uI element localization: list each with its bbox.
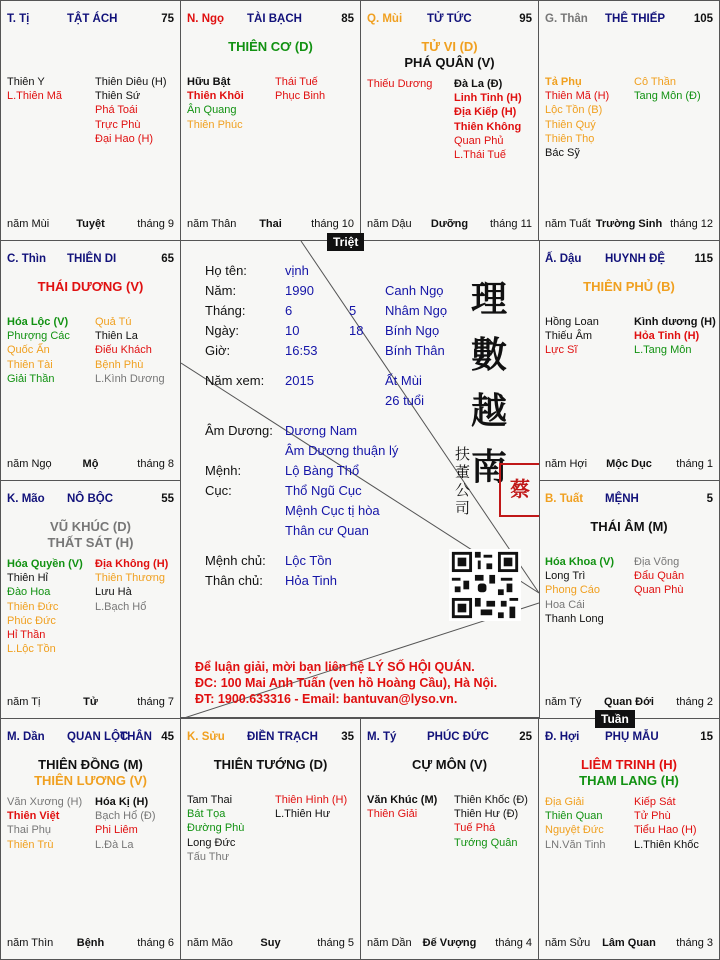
minor-star: L.Đà La xyxy=(95,838,134,851)
thanchu-value: Hỏa Tinh xyxy=(285,573,338,588)
palace-age-number: 85 xyxy=(341,13,354,25)
main-stars xyxy=(539,757,719,789)
palace-name: PHỤ MẪU xyxy=(605,731,659,743)
minor-star: Quan Phù xyxy=(634,584,684,597)
minor-stars-left xyxy=(545,315,599,358)
palace-header xyxy=(7,13,174,29)
minor-star: Hóa Quyền (V) xyxy=(7,558,83,570)
minor-star: Bạch Hổ (Đ) xyxy=(95,810,156,823)
minor-star: Tả Phụ xyxy=(545,76,582,88)
day-canchi: Bính Ngọ xyxy=(385,323,440,338)
main-star: TỬ VI (D) xyxy=(421,39,478,54)
amduong-note: Âm Dương thuận lý xyxy=(285,443,399,458)
main-star: PHÁ QUÂN (V) xyxy=(404,55,495,70)
minor-star: Hóa Kị (H) xyxy=(95,796,149,808)
month-canchi: Nhâm Ngọ xyxy=(385,303,448,318)
main-star: THIÊN LƯƠNG (V) xyxy=(34,773,147,788)
minor-star: Hóa Khoa (V) xyxy=(545,556,615,568)
minor-star: Thanh Long xyxy=(545,612,604,625)
minor-star: Thiên Giải xyxy=(367,808,418,821)
palace-header xyxy=(187,731,354,747)
palace-stage: Mộc Dục xyxy=(606,458,652,470)
palace-stage: Mộ xyxy=(82,458,99,470)
menh-label: Mệnh: xyxy=(205,463,242,478)
main-stars xyxy=(539,279,719,295)
minor-star: Phượng Các xyxy=(7,330,70,343)
palace-mui xyxy=(360,0,539,241)
minor-stars-right xyxy=(95,795,156,852)
palace-footer xyxy=(187,218,354,232)
minor-stars-left xyxy=(545,75,609,160)
palace-branch: Ấ. Dậu xyxy=(545,253,582,265)
palace-header xyxy=(545,493,713,509)
minor-star: L.Thiên Mã xyxy=(7,90,63,103)
main-star: THIÊN CƠ (D) xyxy=(228,39,313,54)
minor-star: Địa Võng xyxy=(634,556,680,568)
palace-branch: M. Dần xyxy=(7,731,45,743)
minor-star: Lộc Tồn (B) xyxy=(545,104,603,117)
palace-month: tháng 8 xyxy=(137,458,174,470)
palace-footer xyxy=(545,937,713,951)
palace-year: năm Thìn xyxy=(7,937,54,949)
palace-age-number: 95 xyxy=(519,13,532,25)
main-star: THIÊN ĐỒNG (M) xyxy=(38,757,143,772)
minor-stars-left xyxy=(545,555,614,626)
minor-star: Thiên Tài xyxy=(7,358,53,371)
palace-stage: Lâm Quan xyxy=(602,937,656,949)
minor-star: Điếu Khách xyxy=(95,344,152,357)
month-label: Tháng: xyxy=(205,303,246,318)
minor-stars-right xyxy=(275,793,347,821)
minor-star: Kình dương (H) xyxy=(634,316,716,328)
palace-footer xyxy=(7,937,174,951)
palace-stage: Bệnh xyxy=(76,937,105,949)
palace-stage: Trường Sinh xyxy=(595,218,663,230)
palace-age-number: 25 xyxy=(519,731,532,743)
cuc-note1: Mệnh Cục tị hòa xyxy=(285,503,380,518)
day-label: Ngày: xyxy=(205,323,239,338)
palace-footer xyxy=(7,218,174,232)
minor-star: Phi Liêm xyxy=(95,824,138,837)
minor-star: Thiên Hư (Đ) xyxy=(454,808,519,821)
palace-ngo xyxy=(180,0,361,241)
minor-star: Bệnh Phù xyxy=(95,358,144,371)
minor-star: L.Thiên Khốc xyxy=(634,838,699,851)
palace-month: tháng 4 xyxy=(495,937,532,949)
cuc-note2: Thân cư Quan xyxy=(285,523,369,538)
amduong-value: Dương Nam xyxy=(285,423,358,438)
palace-name: THIÊN DI xyxy=(67,253,117,265)
palace-month: tháng 12 xyxy=(670,218,713,230)
palace-footer xyxy=(545,458,713,472)
minor-stars-left xyxy=(367,793,437,821)
minor-star: Thiên Không xyxy=(454,120,522,133)
red-seal-stamp: 蔡 xyxy=(499,463,540,517)
contact-block xyxy=(195,659,497,707)
minor-star: Đà La (Đ) xyxy=(454,78,503,90)
minor-star: Tam Thai xyxy=(187,794,233,806)
year-canchi: Canh Ngọ xyxy=(385,283,444,298)
palace-hoi xyxy=(538,718,720,960)
palace-month: tháng 3 xyxy=(676,937,713,949)
main-star: LIÊM TRINH (H) xyxy=(580,757,678,772)
minor-star: Thiên Trù xyxy=(7,838,54,851)
minor-star: Hồng Loan xyxy=(545,316,599,328)
main-stars xyxy=(181,39,360,55)
minor-star: Tang Môn (Đ) xyxy=(634,90,701,103)
minor-stars-right xyxy=(95,75,167,146)
main-stars xyxy=(1,757,180,789)
minor-star: Cô Thần xyxy=(634,76,676,88)
minor-star: Văn Khúc (M) xyxy=(367,794,438,806)
palace-header xyxy=(7,493,174,509)
palace-stage: Suy xyxy=(260,937,281,949)
minor-star: Ân Quang xyxy=(187,104,237,117)
minor-star: Nguyệt Đức xyxy=(545,824,604,837)
minor-stars-right xyxy=(634,795,699,852)
palace-branch: C. Thìn xyxy=(7,253,46,265)
minor-star: Đẩu Quân xyxy=(634,570,685,583)
palace-year: năm Tị xyxy=(7,696,41,708)
palace-name: TẬT ÁCH xyxy=(67,13,118,25)
minor-star: L.Tang Môn xyxy=(634,344,692,357)
minor-star: Giải Thần xyxy=(7,372,55,385)
amduong-label: Âm Dương: xyxy=(205,423,273,438)
palace-year: năm Mùi xyxy=(7,218,50,230)
palace-age-number: 65 xyxy=(161,253,174,265)
minor-stars-right xyxy=(634,315,716,358)
minor-star: Thiên Y xyxy=(7,76,45,88)
minor-star: Hữu Bật xyxy=(187,76,231,88)
palace-year: năm Ngọ xyxy=(7,458,52,470)
palace-year: năm Hợi xyxy=(545,458,588,470)
minor-stars-right xyxy=(95,315,165,386)
palace-month: tháng 11 xyxy=(489,218,532,230)
palace-month: tháng 9 xyxy=(137,218,174,230)
minor-star: Thiên Thương xyxy=(95,572,166,585)
palace-name: QUAN LỘC xyxy=(67,731,129,743)
minor-star: Thiên Sứ xyxy=(95,90,141,103)
palace-stage: Quan Đới xyxy=(604,696,654,708)
palace-month: tháng 1 xyxy=(676,458,713,470)
palace-age-number: 5 xyxy=(706,493,713,505)
palace-footer xyxy=(367,218,532,232)
palace-year: năm Tuất xyxy=(545,218,591,230)
minor-star: Lưu Hà xyxy=(95,586,132,599)
minor-star: Địa Kiếp (H) xyxy=(454,106,517,119)
palace-name: MỆNH xyxy=(605,493,639,505)
palace-age-number: 15 xyxy=(700,731,713,743)
minor-star: Bác Sỹ xyxy=(545,147,580,160)
menhchu-value: Lộc Tồn xyxy=(285,553,332,568)
palace-header xyxy=(187,13,354,29)
minor-star: Thiên Hình (H) xyxy=(275,794,348,806)
palace-suu xyxy=(180,718,361,960)
palace-branch: K. Sửu xyxy=(187,731,225,743)
calligraphy-char-4: 南 xyxy=(471,446,508,488)
main-star: THAM LANG (H) xyxy=(579,773,679,788)
palace-header xyxy=(545,13,713,29)
palace-year: năm Mão xyxy=(187,937,233,949)
hour-canchi: Bính Thân xyxy=(385,343,445,358)
palace-dan xyxy=(0,718,181,960)
tuan-tag: Tuần xyxy=(595,710,635,728)
triet-tag: Triệt xyxy=(327,233,364,251)
day-value: 10 xyxy=(285,323,300,338)
menhchu-label: Mệnh chủ: xyxy=(205,553,266,568)
name-value: vịnh xyxy=(285,263,309,278)
minor-star: Quốc Ấn xyxy=(7,344,50,357)
minor-star: Đại Hao (H) xyxy=(95,132,154,145)
minor-star: Phong Cáo xyxy=(545,584,601,597)
palace-footer xyxy=(187,937,354,951)
minor-star: Thiên Việt xyxy=(7,810,60,823)
palace-name: PHÚC ĐỨC xyxy=(427,731,489,743)
name-label: Họ tên: xyxy=(205,263,247,278)
palace-month: tháng 10 xyxy=(311,218,354,230)
main-stars xyxy=(361,39,538,71)
minor-star: Địa Không (H) xyxy=(95,558,169,570)
minor-stars-left xyxy=(7,557,83,656)
cuc-value: Thổ Ngũ Cục xyxy=(285,483,362,498)
palace-year: năm Thân xyxy=(187,218,237,230)
palace-age-number: 105 xyxy=(693,13,713,25)
palace-branch: Đ. Hợi xyxy=(545,731,580,743)
palace-month: tháng 5 xyxy=(317,937,354,949)
palace-than xyxy=(538,0,720,241)
palace-ti xyxy=(0,0,181,241)
palace-stage: Thai xyxy=(259,218,282,230)
contact-line-2: ĐC: 100 Mai Anh Tuấn (ven hồ Hoàng Cầu), Hà Nội. xyxy=(195,676,498,690)
minor-star: Quan Phủ xyxy=(454,134,504,147)
main-stars xyxy=(1,279,180,295)
palace-stage: Dưỡng xyxy=(430,218,469,230)
view-year-canchi: Ất Mùi xyxy=(385,373,422,388)
view-year-value: 2015 xyxy=(285,373,314,388)
minor-star: Thiên La xyxy=(95,330,138,343)
minor-stars-left xyxy=(187,75,244,132)
palace-branch: N. Ngọ xyxy=(187,13,225,25)
palace-footer xyxy=(7,696,174,710)
palace-stage: Tuyệt xyxy=(76,218,105,230)
minor-star: Văn Xương (H) xyxy=(7,796,83,808)
year-label: Năm: xyxy=(205,283,237,298)
minor-stars-left xyxy=(7,315,70,386)
minor-star: L.Kình Dương xyxy=(95,372,165,385)
palace-branch: B. Tuất xyxy=(545,493,584,505)
main-star: VŨ KHÚC (D) xyxy=(50,519,131,534)
palace-footer xyxy=(367,937,532,951)
minor-stars-right xyxy=(454,77,522,162)
minor-star: Bát Tọa xyxy=(187,808,226,821)
main-stars xyxy=(181,757,360,773)
palace-header xyxy=(7,253,174,269)
palace-than-marker: THÂN xyxy=(120,731,152,743)
palace-header xyxy=(545,253,713,269)
minor-star: Tấu Thư xyxy=(187,850,230,863)
palace-branch: Q. Mùi xyxy=(367,13,403,25)
palace-age-number: 55 xyxy=(161,493,174,505)
palace-header xyxy=(367,731,532,747)
calligraphy-subtext: 扶董公司 xyxy=(455,445,471,517)
minor-star: Quả Tú xyxy=(95,316,132,328)
cuc-label: Cục: xyxy=(205,483,232,498)
palace-year: năm Tý xyxy=(545,696,582,708)
year-value: 1990 xyxy=(285,283,314,298)
palace-month: tháng 7 xyxy=(137,696,174,708)
minor-star: Trực Phù xyxy=(95,118,141,131)
main-star: THÁI DƯƠNG (V) xyxy=(37,279,144,294)
view-year-label: Năm xem: xyxy=(205,373,265,388)
palace-year: năm Sửu xyxy=(545,937,591,949)
palace-year: năm Dần xyxy=(367,937,412,949)
minor-star: Thiên Thọ xyxy=(545,132,595,145)
main-stars xyxy=(361,757,538,773)
main-stars xyxy=(1,519,180,551)
minor-star: Phúc Đức xyxy=(7,614,56,627)
calligraphy-char-1: 理 xyxy=(471,278,508,320)
minor-stars-right xyxy=(95,557,168,614)
palace-footer xyxy=(545,696,713,710)
palace-month: tháng 6 xyxy=(137,937,174,949)
minor-star: Long Đức xyxy=(187,836,236,849)
menh-value: Lộ Bàng Thổ xyxy=(285,463,360,478)
palace-name: ĐIỀN TRẠCH xyxy=(247,731,318,743)
minor-star: Linh Tinh (H) xyxy=(454,92,522,105)
minor-star: Thiên Mã (H) xyxy=(545,90,610,103)
palace-header xyxy=(367,13,532,29)
palace-dau xyxy=(538,240,720,481)
palace-age-number: 115 xyxy=(694,253,713,265)
main-stars xyxy=(539,519,719,535)
minor-stars-left xyxy=(545,795,606,852)
minor-star: L.Thái Tuế xyxy=(454,149,506,162)
minor-star: Kiếp Sát xyxy=(634,796,676,808)
palace-header xyxy=(545,731,713,747)
minor-stars-right xyxy=(634,555,684,598)
minor-star: Tướng Quân xyxy=(454,836,518,849)
palace-thin xyxy=(0,240,181,481)
minor-star: Lực Sĩ xyxy=(545,344,578,357)
minor-stars-right xyxy=(454,793,528,850)
minor-star: Hóa Lộc (V) xyxy=(7,316,69,328)
palace-age-number: 75 xyxy=(161,13,174,25)
minor-star: Phục Binh xyxy=(275,90,326,103)
minor-star: Thiên Hỉ xyxy=(7,572,48,585)
minor-star: L.Bạch Hổ xyxy=(95,600,147,613)
minor-star: Hỏa Tinh (H) xyxy=(634,330,700,343)
minor-star: Tiểu Hao (H) xyxy=(634,824,697,837)
minor-star: Thiên Khốc (Đ) xyxy=(454,794,528,806)
palace-mao xyxy=(0,480,181,719)
minor-star: Thiếu Dương xyxy=(367,78,433,90)
minor-stars-left xyxy=(367,77,432,91)
minor-stars-left xyxy=(7,795,82,852)
palace-footer xyxy=(545,218,713,232)
minor-stars-left xyxy=(187,793,244,864)
palace-tuat xyxy=(538,480,720,719)
minor-star: Đường Phù xyxy=(187,822,245,835)
main-star: CỰ MÔN (V) xyxy=(411,757,488,772)
palace-month: tháng 2 xyxy=(676,696,713,708)
minor-star: Thiên Phúc xyxy=(187,118,243,131)
palace-name: TỬ TỨC xyxy=(427,13,472,25)
minor-star: Địa Giải xyxy=(545,796,585,808)
minor-star: Long Trì xyxy=(545,570,586,583)
palace-header xyxy=(7,731,174,747)
minor-star: Hoa Cái xyxy=(545,598,585,611)
main-star: THÁI ÂM (M) xyxy=(590,519,668,534)
palace-branch: G. Thân xyxy=(545,13,588,25)
day-lunar: 18 xyxy=(349,323,364,338)
month-value: 6 xyxy=(285,303,293,318)
qr-code-icon xyxy=(449,549,521,621)
palace-footer xyxy=(7,458,174,472)
palace-stage: Tử xyxy=(83,696,98,708)
contact-line-1: Để luận giải, mời bạn liên hệ LÝ SỐ HỘI QUÁN. xyxy=(195,660,475,674)
main-star: THIÊN PHỦ (B) xyxy=(583,279,675,294)
palace-name: HUYNH ĐỆ xyxy=(605,253,666,265)
calligraphy-char-3: 越 xyxy=(471,390,508,432)
contact-line-3: ĐT: 1900.633316 - Email: bantuvan@lyso.vn. xyxy=(195,692,458,706)
minor-star: L.Thiên Hư xyxy=(275,808,331,821)
minor-star: Tử Phù xyxy=(634,810,671,823)
main-star: THẤT SÁT (H) xyxy=(47,535,134,550)
thanchu-label: Thân chủ: xyxy=(205,573,263,588)
palace-ty xyxy=(360,718,539,960)
minor-stars-left xyxy=(7,75,62,103)
palace-age-number: 45 xyxy=(161,731,174,743)
palace-age-number: 35 xyxy=(341,731,354,743)
hour-label: Giờ: xyxy=(205,343,231,358)
minor-star: Thiên Quý xyxy=(545,118,596,131)
palace-stage: Đế Vượng xyxy=(422,937,477,949)
main-star: THIÊN TƯỚNG (D) xyxy=(213,757,328,772)
palace-branch: K. Mão xyxy=(7,493,45,505)
minor-star: Hỉ Thần xyxy=(7,629,46,642)
minor-star: Thai Phụ xyxy=(7,824,52,837)
center-info-panel xyxy=(180,240,540,718)
minor-star: Thiên Diêu (H) xyxy=(95,76,167,88)
palace-name: TÀI BẠCH xyxy=(247,13,302,25)
minor-star: Đào Hoa xyxy=(7,586,51,599)
palace-name: THÊ THIẾP xyxy=(605,13,666,25)
minor-star: Phá Toái xyxy=(95,104,138,117)
minor-star: Thiên Khôi xyxy=(187,90,244,103)
month-lunar: 5 xyxy=(349,303,357,318)
palace-name: NÔ BỘC xyxy=(67,493,113,505)
minor-star: Thái Tuế xyxy=(275,76,318,88)
hour-value: 16:53 xyxy=(285,343,318,358)
minor-star: Thiên Đức xyxy=(7,600,59,613)
palace-year: năm Dậu xyxy=(367,218,412,230)
minor-stars-right xyxy=(634,75,701,103)
calligraphy-char-2: 數 xyxy=(471,334,508,376)
minor-star: LN.Văn Tinh xyxy=(545,838,606,851)
minor-star: L.Lộc Tồn xyxy=(7,643,56,656)
minor-star: Thiên Quan xyxy=(545,810,603,823)
age-value: 26 tuổi xyxy=(385,393,425,408)
palace-branch: T. Tị xyxy=(7,13,30,25)
minor-star: Tuế Phá xyxy=(454,822,496,835)
palace-branch: M. Tý xyxy=(367,731,397,743)
minor-stars-right xyxy=(275,75,325,103)
minor-star: Thiếu Âm xyxy=(545,330,593,343)
